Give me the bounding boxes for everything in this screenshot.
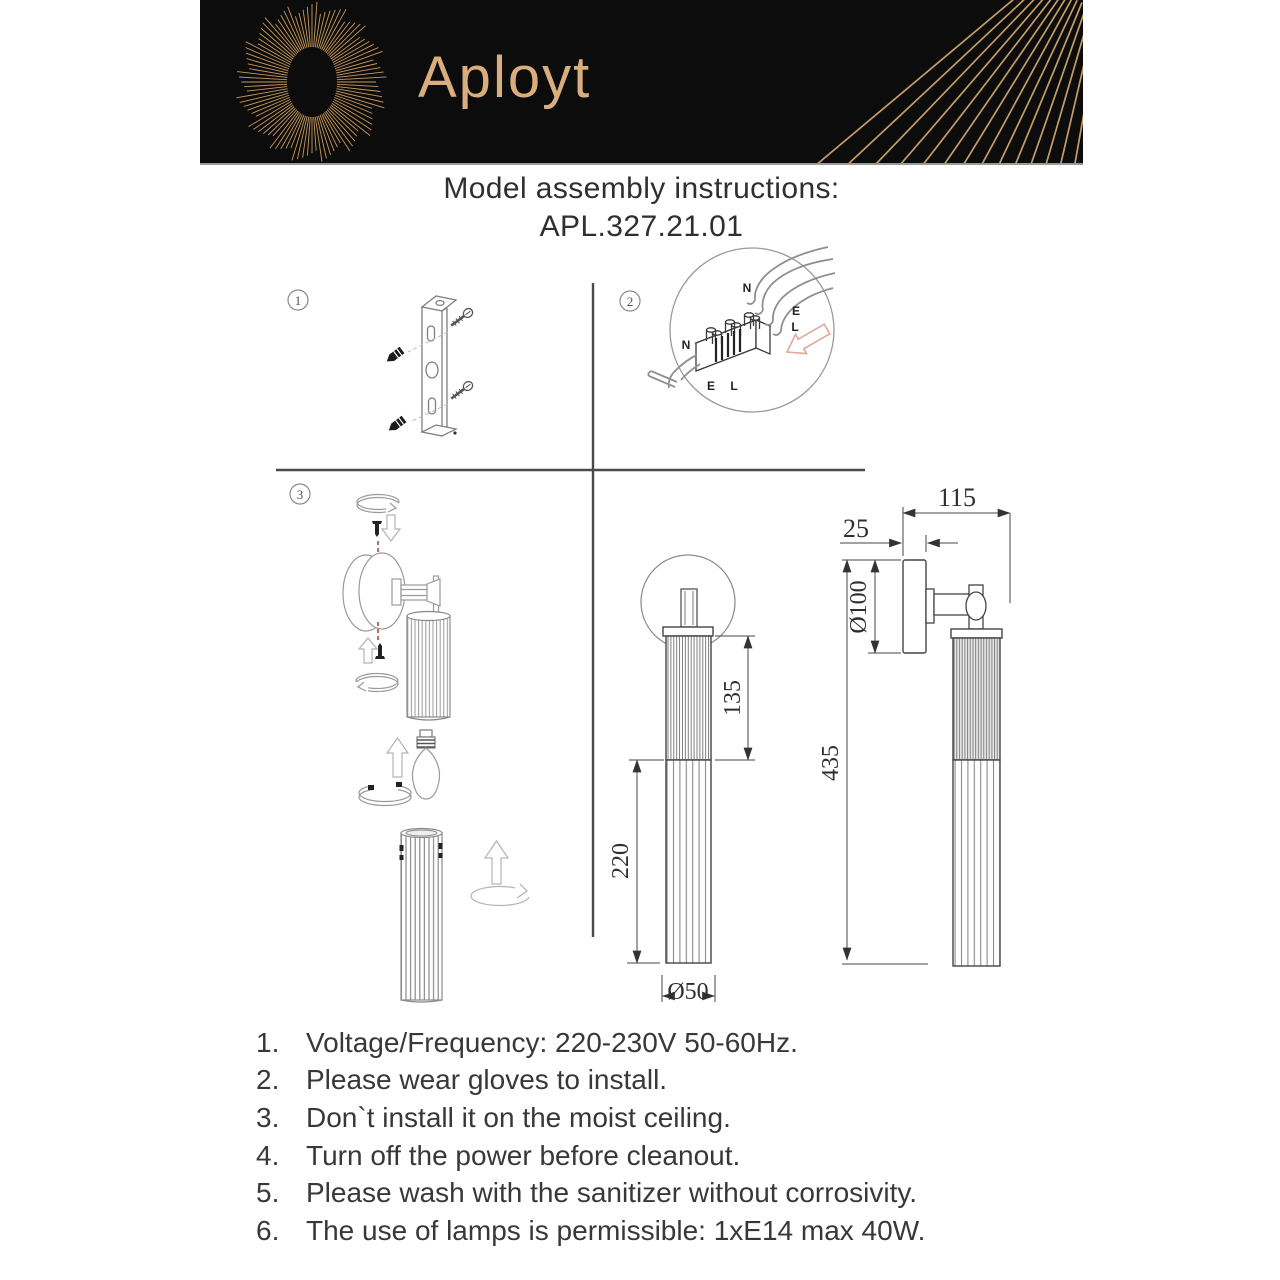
wire-label-e-top: E [791, 304, 801, 318]
dim-plate-diameter: Ø100 [846, 580, 872, 634]
retaining-ring-clamp [359, 781, 411, 806]
up-arrow-icon [387, 738, 408, 777]
instruction-number: 3. [256, 1101, 280, 1133]
step-3-badge [290, 484, 310, 504]
step-1-badge [288, 290, 308, 310]
screw-icon [372, 521, 382, 537]
step-2-badge [620, 291, 640, 311]
instruction-item [256, 1137, 1096, 1175]
instruction-item [256, 1062, 1096, 1100]
screw-icon [375, 643, 385, 659]
instruction-number: 4. [256, 1139, 280, 1171]
down-arrow-icon [382, 515, 400, 541]
retaining-ring-top [357, 495, 404, 516]
instruction-text: Please wear gloves to install. [306, 1064, 668, 1096]
panel-step2-wiring-drawing [648, 247, 835, 412]
panel-step1-bracket-drawing [384, 296, 474, 436]
instruction-number: 5. [256, 1177, 280, 1209]
dim-shade-lower: 220 [608, 843, 634, 879]
dim-wall-offset: 25 [843, 514, 869, 543]
instruction-number: 6. [256, 1214, 280, 1246]
dim-width-total: 115 [937, 483, 977, 512]
wall-anchor-icon [386, 416, 406, 434]
wall-anchor-icon [384, 347, 404, 365]
instruction-number: 1. [256, 1026, 280, 1058]
diffuser-tube [400, 829, 443, 1003]
model-code: APL.327.21.01 [539, 210, 744, 243]
front-view-drawing [608, 555, 755, 1005]
wire-label-n-top: N [742, 281, 752, 295]
wire-label-l-bottom: L [730, 379, 738, 393]
instruction-text: Voltage/Frequency: 220-230V 50-60Hz. [306, 1026, 798, 1058]
up-arrow-icon [485, 841, 508, 884]
instruction-list [256, 1024, 1096, 1250]
page-title: Model assembly instructions: [443, 172, 840, 205]
instruction-text: Please wash with the sanitizer without corrosivity. [306, 1177, 918, 1209]
instruction-item [256, 1099, 1096, 1137]
brand-logo-text: Aployt [418, 45, 592, 110]
step-2-number: 2 [626, 294, 634, 309]
instruction-item [256, 1174, 1096, 1212]
wire-label-e-bottom: E [706, 379, 716, 393]
instruction-text: Turn off the power before cleanout. [306, 1139, 741, 1171]
dim-shade-diameter: Ø50 [667, 979, 709, 1005]
wire-label-l-top: L [791, 320, 799, 334]
supply-wires [648, 247, 835, 388]
panel-step3-exploded-drawing [343, 495, 533, 1003]
bulb-icon [413, 730, 440, 799]
wire-label-n-left: N [681, 338, 691, 352]
dim-height-total: 435 [818, 745, 844, 781]
instruction-text: The use of lamps is permissible: 1xE14 max 40W. [306, 1214, 926, 1246]
side-view-drawing [818, 483, 1010, 966]
step-1-number: 1 [294, 293, 302, 308]
rotate-arrow-icon [471, 884, 533, 906]
instruction-text: Don`t install it on the moist ceiling. [306, 1101, 731, 1133]
instruction-item [256, 1024, 1096, 1062]
instruction-item [256, 1212, 1096, 1250]
up-arrow-icon [359, 638, 377, 663]
retaining-ring-bottom [352, 674, 398, 695]
step-3-number: 3 [296, 487, 304, 502]
instruction-number: 2. [256, 1064, 280, 1096]
dim-shade-upper: 135 [720, 680, 746, 716]
